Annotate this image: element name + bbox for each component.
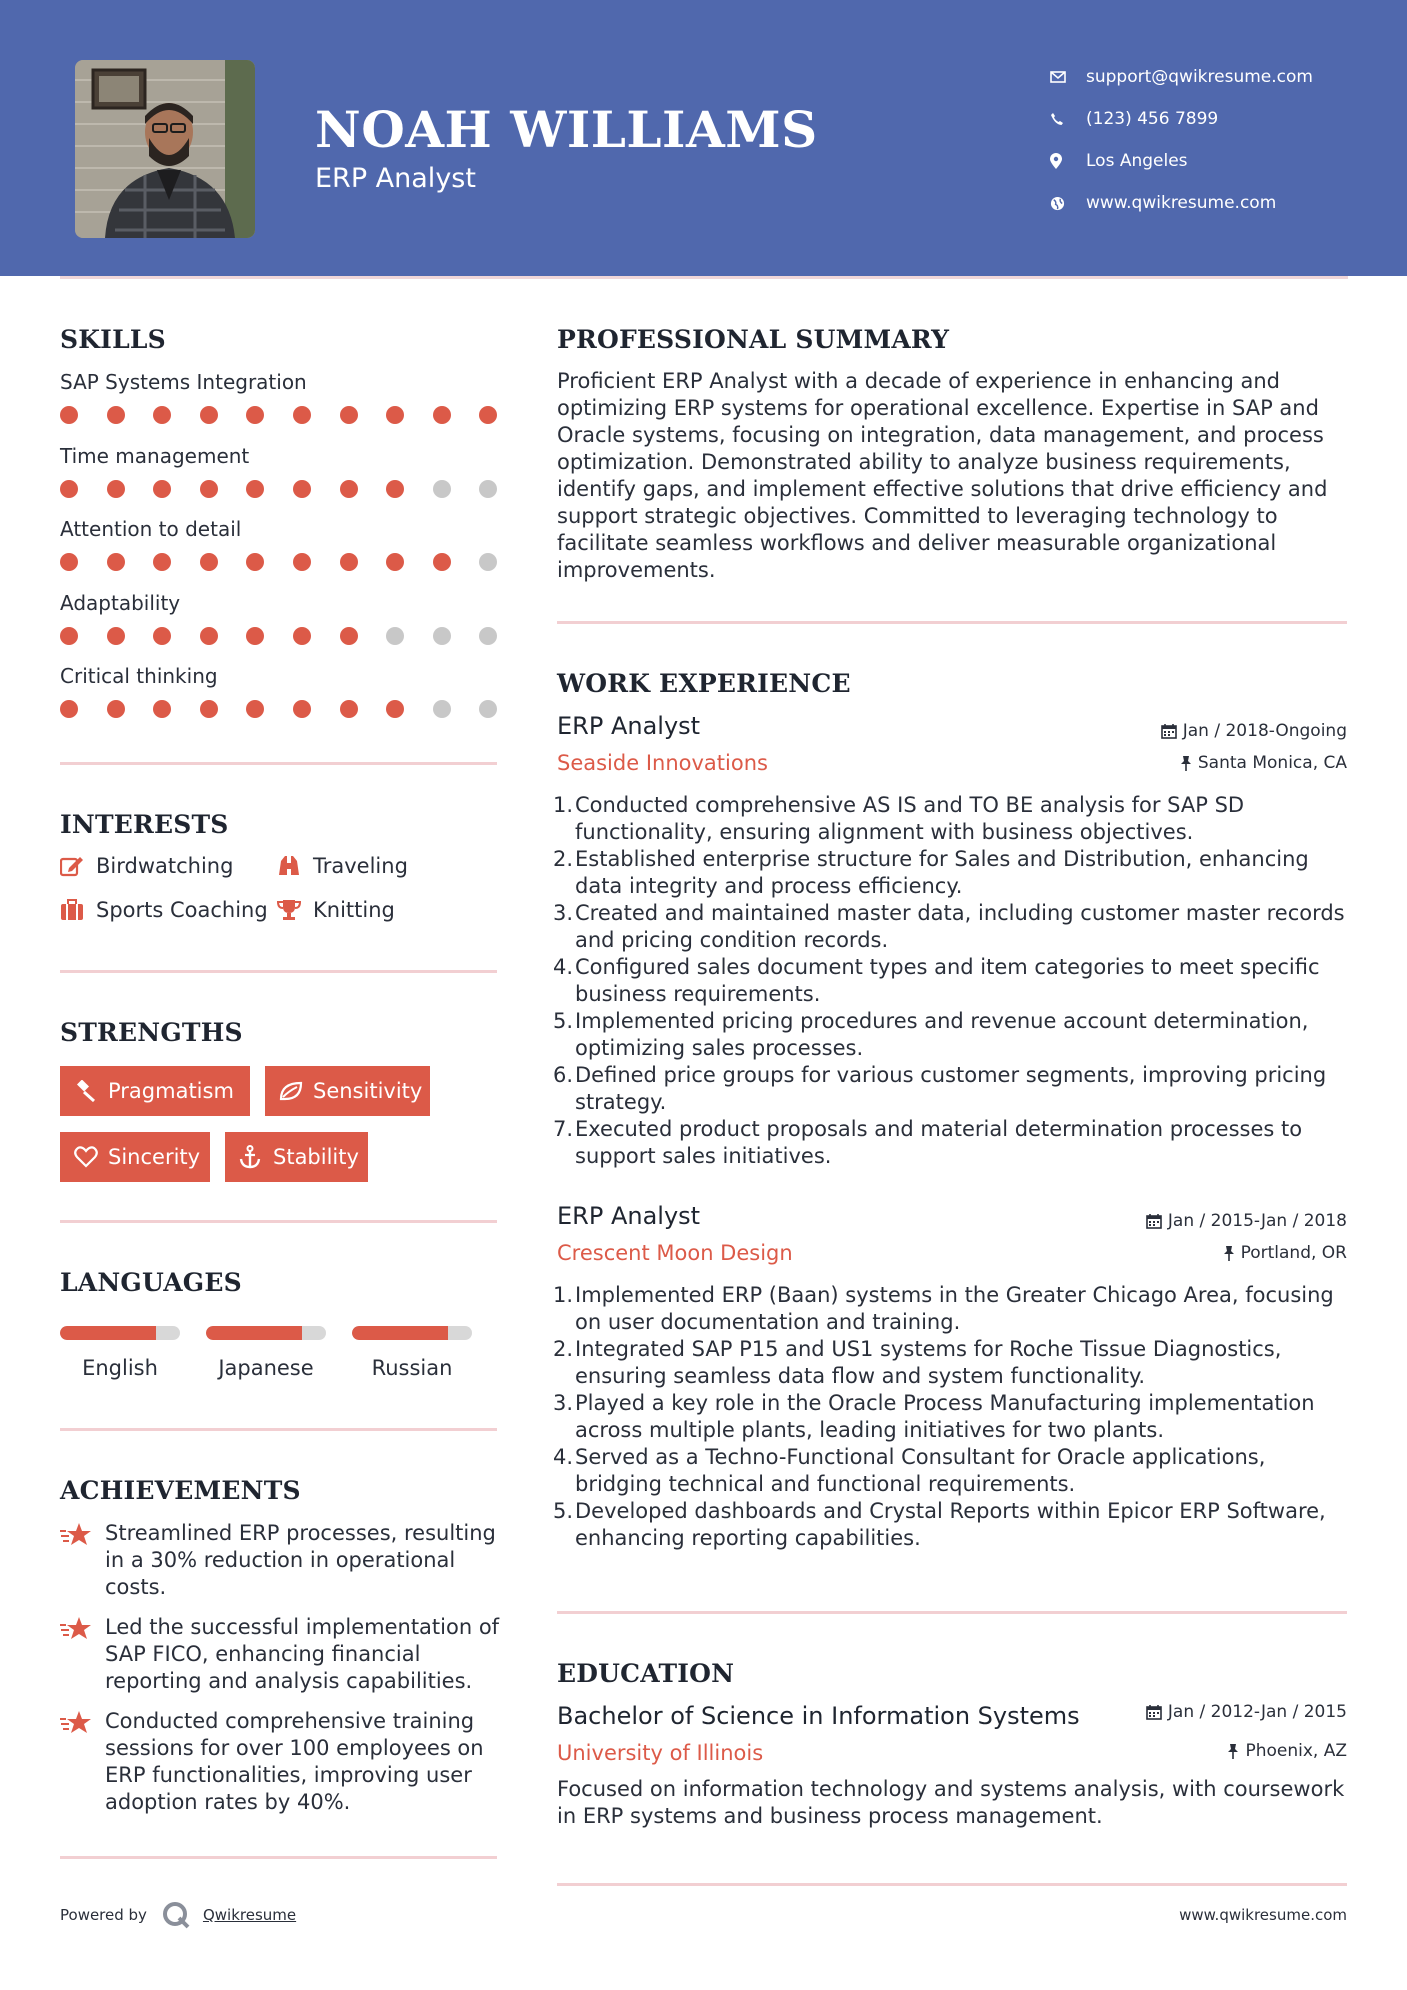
rating-dot-filled xyxy=(200,406,218,424)
degree-title: Bachelor of Science in Information Systems xyxy=(557,1702,1080,1730)
rating-dot-empty xyxy=(433,700,451,718)
bullet-number: 2. xyxy=(552,847,573,871)
language-level-bar xyxy=(206,1326,326,1340)
rating-dot-empty xyxy=(433,627,451,645)
rating-dot-filled xyxy=(60,700,78,718)
rating-dot-filled xyxy=(200,480,218,498)
gavel-icon xyxy=(74,1080,108,1102)
bullet-text: Established enterprise structure for Sales and Distribution, enhancing data integrity and process efficiency. xyxy=(575,847,1309,898)
header-divider xyxy=(60,276,1348,279)
pencil-square-icon xyxy=(60,855,96,877)
rating-dot-empty xyxy=(433,480,451,498)
contact-phone[interactable] xyxy=(1050,98,1313,140)
rating-dot-filled xyxy=(153,480,171,498)
envelope-icon xyxy=(1050,71,1086,83)
skill-label: Critical thinking xyxy=(60,664,218,688)
bullet-item xyxy=(552,900,1357,954)
achievement-item xyxy=(60,1520,500,1601)
rating-dot-filled xyxy=(246,406,264,424)
achievement-item xyxy=(60,1708,500,1816)
strength-sensitivity xyxy=(265,1066,430,1116)
pushpin-icon xyxy=(1227,1743,1239,1759)
contact-website[interactable] xyxy=(1050,182,1313,224)
rating-dot-filled xyxy=(153,700,171,718)
interest-label: Birdwatching xyxy=(96,854,234,878)
rating-dot-filled xyxy=(200,700,218,718)
location-text: Portland, OR xyxy=(1240,1243,1347,1263)
phone-text: (123) 456 7899 xyxy=(1086,109,1219,129)
education-location xyxy=(1227,1741,1347,1761)
rating-dot-filled xyxy=(153,406,171,424)
interests-title: INTERESTS xyxy=(60,810,229,839)
heart-icon xyxy=(74,1146,108,1168)
skill-label: Time management xyxy=(60,443,250,468)
skill-rating xyxy=(60,700,500,720)
bullet-number: 6. xyxy=(552,1063,573,1087)
leaf-icon xyxy=(279,1081,313,1101)
languages-title: LANGUAGES xyxy=(60,1268,242,1297)
star-icon xyxy=(60,1520,105,1601)
experience-divider xyxy=(557,1611,1347,1614)
bullet-text: Configured sales document types and item categories to meet specific business requirements. xyxy=(575,955,1320,1006)
skill-rating xyxy=(60,627,500,647)
rating-dot-filled xyxy=(60,406,78,424)
interest-label: Traveling xyxy=(313,854,408,878)
achievement-text: Streamlined ERP processes, resulting in a 30% reduction in operational costs. xyxy=(105,1521,496,1599)
language-level-fill xyxy=(352,1326,448,1340)
star-icon xyxy=(60,1614,105,1695)
bullet-item xyxy=(552,1498,1357,1552)
dates-text: Jan / 2015-Jan / 2018 xyxy=(1167,1211,1347,1231)
globe-icon xyxy=(1050,196,1086,211)
rating-dot-filled xyxy=(107,700,125,718)
summary-divider xyxy=(557,621,1347,624)
rating-dot-empty xyxy=(479,700,497,718)
rating-dot-filled xyxy=(340,627,358,645)
rating-dot-filled xyxy=(433,406,451,424)
bullet-item xyxy=(552,1116,1357,1170)
school-name: University of Illinois xyxy=(557,1741,764,1765)
profile-photo xyxy=(75,60,255,238)
achievement-item xyxy=(60,1614,500,1695)
location-text: Santa Monica, CA xyxy=(1197,753,1347,773)
powered-by-text: Powered by xyxy=(60,1906,147,1924)
languages-divider xyxy=(60,1428,497,1431)
rating-dot-empty xyxy=(386,627,404,645)
rating-dot-filled xyxy=(293,480,311,498)
achievements-title: ACHIEVEMENTS xyxy=(60,1476,301,1505)
bullet-number: 4. xyxy=(552,1445,573,1469)
rating-dot-filled xyxy=(293,553,311,571)
strength-stability xyxy=(225,1132,368,1182)
calendar-icon xyxy=(1146,1704,1162,1720)
location-text: Phoenix, AZ xyxy=(1245,1741,1347,1761)
bullet-number: 2. xyxy=(552,1337,573,1361)
brand-link[interactable]: Qwikresume xyxy=(202,1906,297,1924)
achievement-text: Conducted comprehensive training sessions for over 100 employees on ERP functionalities, improving user adoption rates by 40%. xyxy=(105,1709,484,1814)
bullet-text: Integrated SAP P15 and US1 systems for Roche Tissue Diagnostics, ensuring seamless data flow and system functionality. xyxy=(575,1337,1282,1388)
rating-dot-filled xyxy=(293,700,311,718)
education-description: Focused on information technology and systems analysis, with coursework in ERP systems and business process management. xyxy=(557,1777,1345,1828)
bullet-item xyxy=(552,954,1357,1008)
skill-rating xyxy=(60,553,500,573)
bullet-number: 3. xyxy=(552,1391,573,1415)
binoculars-icon xyxy=(277,855,313,877)
email-text: support@qwikresume.com xyxy=(1086,67,1313,87)
bullet-item xyxy=(552,1008,1357,1062)
contact-email[interactable] xyxy=(1050,56,1313,98)
footer-powered-by xyxy=(60,1900,296,1930)
bullet-number: 5. xyxy=(552,1009,573,1033)
star-icon xyxy=(60,1708,105,1816)
interest-label: Knitting xyxy=(313,898,395,922)
job-dates xyxy=(1146,1211,1347,1231)
pushpin-icon xyxy=(1223,1245,1235,1261)
rating-dot-filled xyxy=(386,700,404,718)
footer-website[interactable]: www.qwikresume.com xyxy=(1179,1906,1347,1924)
strength-label: Pragmatism xyxy=(108,1079,234,1103)
summary-title: PROFESSIONAL SUMMARY xyxy=(557,325,950,354)
bullet-number: 4. xyxy=(552,955,573,979)
rating-dot-filled xyxy=(386,480,404,498)
skill-rating xyxy=(60,406,500,426)
language-level-fill xyxy=(60,1326,156,1340)
skill-label: Attention to detail xyxy=(60,517,242,541)
rating-dot-filled xyxy=(60,627,78,645)
bullet-text: Developed dashboards and Crystal Reports within Epicor ERP Software, enhancing reporting capabilities. xyxy=(575,1499,1326,1550)
rating-dot-filled xyxy=(340,480,358,498)
bullet-text: Executed product proposals and material determination processes to support sales initiatives. xyxy=(575,1117,1303,1168)
contact-block xyxy=(1050,56,1313,224)
education-title: EDUCATION xyxy=(557,1659,735,1688)
contact-location xyxy=(1050,140,1313,182)
anchor-icon xyxy=(239,1145,273,1169)
rating-dot-filled xyxy=(60,553,78,571)
rating-dot-filled xyxy=(107,406,125,424)
job-location xyxy=(1180,753,1347,773)
bullet-item xyxy=(552,792,1357,846)
strength-label: Stability xyxy=(273,1145,359,1169)
bullet-number: 1. xyxy=(552,793,573,817)
rating-dot-filled xyxy=(60,480,78,498)
candidate-name: NOAH WILLIAMS xyxy=(315,100,818,159)
rating-dot-filled xyxy=(293,627,311,645)
language-name: English xyxy=(82,1356,158,1380)
interest-label: Sports Coaching xyxy=(96,898,268,922)
dates-text: Jan / 2012-Jan / 2015 xyxy=(1167,1702,1347,1722)
interest-traveling xyxy=(277,854,408,878)
rating-dot-empty xyxy=(479,480,497,498)
bullet-text: Defined price groups for various customer segments, improving pricing strategy. xyxy=(575,1063,1327,1114)
bullet-item xyxy=(552,1390,1357,1444)
resume-header xyxy=(0,0,1407,276)
phone-icon xyxy=(1050,112,1086,126)
bullet-text: Conducted comprehensive AS IS and TO BE analysis for SAP SD functionality, ensuring alignment with business objectives. xyxy=(575,793,1245,844)
rating-dot-filled xyxy=(246,700,264,718)
bullet-item xyxy=(552,1282,1357,1336)
education-dates xyxy=(1146,1702,1347,1722)
pushpin-icon xyxy=(1180,755,1192,771)
strength-label: Sensitivity xyxy=(313,1079,423,1103)
skills-title: SKILLS xyxy=(60,325,166,354)
briefcase-icon xyxy=(60,899,96,921)
rating-dot-filled xyxy=(246,627,264,645)
language-name: Russian xyxy=(371,1356,453,1380)
language-name: Japanese xyxy=(218,1356,314,1380)
bullet-text: Served as a Techno-Functional Consultant for Oracle applications, bridging technical and functional requirements. xyxy=(575,1445,1266,1496)
bullet-number: 1. xyxy=(552,1283,573,1307)
job-title: ERP Analyst xyxy=(557,712,701,740)
rating-dot-filled xyxy=(340,700,358,718)
rating-dot-filled xyxy=(246,553,264,571)
rating-dot-filled xyxy=(479,406,497,424)
strength-sincerity xyxy=(60,1132,210,1182)
trophy-icon xyxy=(277,899,313,921)
location-text: Los Angeles xyxy=(1086,151,1188,171)
calendar-icon xyxy=(1146,1213,1162,1229)
bullet-text: Implemented ERP (Baan) systems in the Greater Chicago Area, focusing on user documentation and training. xyxy=(575,1283,1334,1334)
summary-text: Proficient ERP Analyst with a decade of experience in enhancing and optimizing ERP systems for operational excellence. Expertise in SAP and Oracle systems, focusing on integration, data management, and process optimization. Demonstrated ability to analyze business requirements, identify gaps, and implement effective solutions that drive efficiency and support strategic objectives. Committed to leveraging technology to facilitate seamless workflows and deliver measurable organizational improvements. xyxy=(557,369,1328,582)
bullet-number: 5. xyxy=(552,1499,573,1523)
job-bullets xyxy=(552,792,1357,1170)
candidate-role: ERP Analyst xyxy=(315,163,476,194)
rating-dot-filled xyxy=(340,406,358,424)
rating-dot-filled xyxy=(293,406,311,424)
website-text: www.qwikresume.com xyxy=(1086,193,1277,213)
strength-label: Sincerity xyxy=(108,1145,201,1169)
rating-dot-filled xyxy=(246,480,264,498)
bullet-text: Played a key role in the Oracle Process Manufacturing implementation across multiple plants, leading initiatives for two plants. xyxy=(575,1391,1315,1442)
skill-rating xyxy=(60,480,500,500)
interest-knitting xyxy=(277,898,395,922)
rating-dot-filled xyxy=(200,627,218,645)
rating-dot-filled xyxy=(107,480,125,498)
dates-text: Jan / 2018-Ongoing xyxy=(1182,721,1347,741)
rating-dot-filled xyxy=(433,553,451,571)
achievements-divider xyxy=(60,1856,497,1859)
interest-sports-coaching xyxy=(60,898,268,922)
language-level-fill xyxy=(206,1326,302,1340)
skill-label: Adaptability xyxy=(60,590,181,615)
education-divider xyxy=(557,1883,1347,1886)
language-level-bar xyxy=(352,1326,472,1340)
interests-divider xyxy=(60,970,497,973)
rating-dot-filled xyxy=(386,406,404,424)
skill-label: SAP Systems Integration xyxy=(60,370,307,394)
bullet-number: 3. xyxy=(552,901,573,925)
job-bullets xyxy=(552,1282,1357,1552)
rating-dot-filled xyxy=(340,553,358,571)
company-name: Crescent Moon Design xyxy=(557,1241,793,1265)
rating-dot-filled xyxy=(200,553,218,571)
job-dates xyxy=(1161,721,1347,741)
bullet-item xyxy=(552,1062,1357,1116)
language-level-bar xyxy=(60,1326,180,1340)
rating-dot-filled xyxy=(153,627,171,645)
company-name: Seaside Innovations xyxy=(557,751,768,775)
bullet-item xyxy=(552,846,1357,900)
strength-pragmatism xyxy=(60,1066,250,1116)
strengths-title: STRENGTHS xyxy=(60,1018,243,1047)
interest-birdwatching xyxy=(60,854,233,878)
job-location xyxy=(1223,1243,1347,1263)
qwikresume-logo-icon xyxy=(161,1900,191,1930)
bullet-item xyxy=(552,1336,1357,1390)
rating-dot-filled xyxy=(107,553,125,571)
bullet-text: Created and maintained master data, including customer master records and pricing condition records. xyxy=(575,901,1345,952)
bullet-item xyxy=(552,1444,1357,1498)
rating-dot-empty xyxy=(479,553,497,571)
bullet-text: Implemented pricing procedures and revenue account determination, optimizing sales processes. xyxy=(575,1009,1309,1060)
skills-divider xyxy=(60,762,497,765)
rating-dot-empty xyxy=(479,627,497,645)
achievement-text: Led the successful implementation of SAP FICO, enhancing financial reporting and analysis capabilities. xyxy=(105,1615,500,1693)
experience-title: WORK EXPERIENCE xyxy=(557,669,851,698)
calendar-icon xyxy=(1161,723,1177,739)
job-title: ERP Analyst xyxy=(557,1202,701,1230)
bullet-number: 7. xyxy=(552,1117,573,1141)
rating-dot-filled xyxy=(107,627,125,645)
strengths-divider xyxy=(60,1220,497,1223)
rating-dot-filled xyxy=(153,553,171,571)
rating-dot-filled xyxy=(386,553,404,571)
map-pin-icon xyxy=(1050,153,1086,169)
